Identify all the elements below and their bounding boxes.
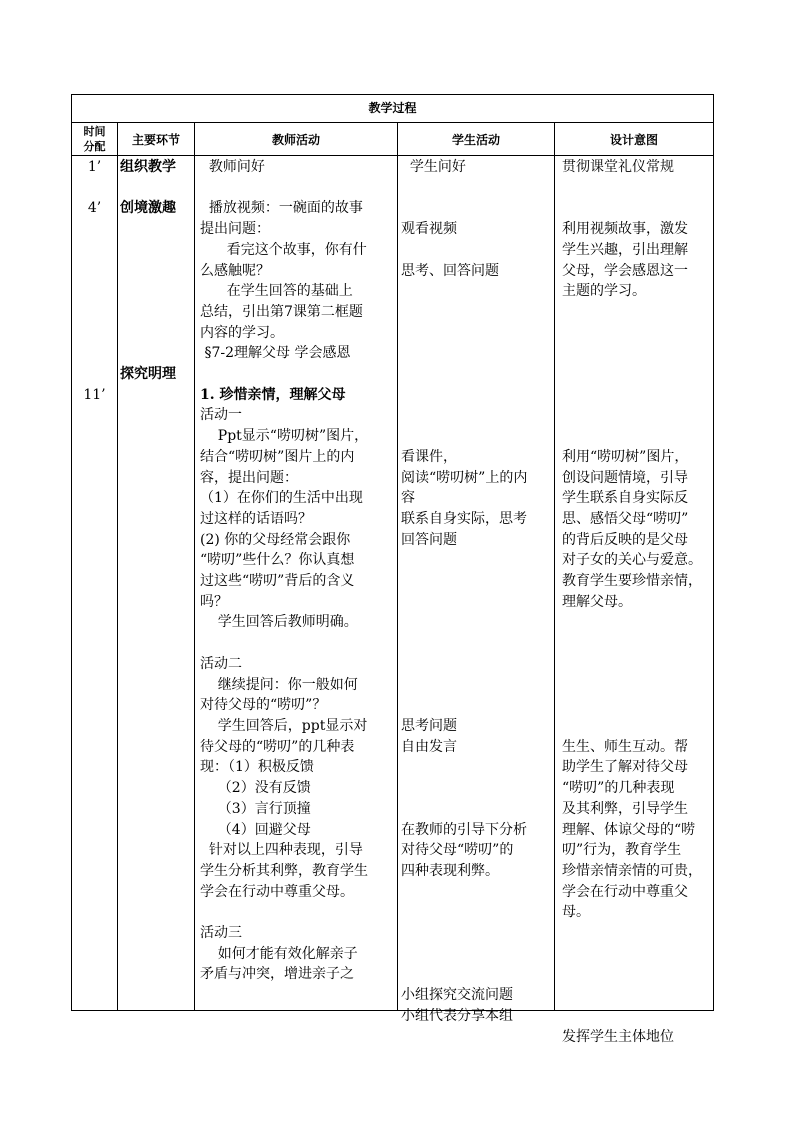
stage-name: 创境激趣 <box>120 200 176 217</box>
design-intent-line: 主题的学习。 <box>562 283 646 300</box>
teacher-activity-line: 学生回答后教师明确。 <box>200 614 358 631</box>
header-stage: 主要环节 <box>118 123 194 156</box>
design-intent-line <box>562 695 712 716</box>
design-intent-line: 学会在行动中尊重父 <box>562 883 688 900</box>
teacher-activity-line: (2) 你的父母经常会跟你 <box>200 531 351 548</box>
student-activity-line <box>401 240 553 261</box>
teacher-activity-line: 看完这个故事，你有什 <box>200 241 367 258</box>
teacher-activity-line: 吗？ <box>200 593 228 610</box>
teacher-activity-line: 如何才能有效化解亲子 <box>200 945 358 962</box>
design-intent-line: 珍惜亲情亲情的可贵， <box>562 862 702 879</box>
design-intent-line: 父母，学会感恩这一 <box>562 262 688 279</box>
design-intent-line <box>562 178 712 199</box>
design-intent-line: 对子女的关心与爱意。 <box>562 552 702 569</box>
student-activity-line <box>401 405 553 426</box>
student-activity-line: 自由发言 <box>401 738 457 755</box>
student-activity-line <box>401 178 553 199</box>
student-activity-line <box>401 799 553 820</box>
student-activity-line <box>401 633 553 654</box>
student-activity-line <box>401 592 553 613</box>
header-time-line-2: 分配 <box>83 140 106 153</box>
student-activity-line <box>401 902 553 923</box>
stage-name: 探究明理 <box>120 366 176 382</box>
design-intent-line: 利用视频故事，激发 <box>562 221 688 238</box>
design-intent-line <box>562 198 712 219</box>
design-intent-column <box>562 157 712 1047</box>
student-activity-line <box>401 385 553 406</box>
teacher-activity-line: 学会在行动中尊重父母。 <box>200 883 354 900</box>
time-allocation: 1’ <box>87 159 102 175</box>
design-intent-line: 学生兴趣，引出理解 <box>562 241 688 258</box>
student-activity-line <box>401 944 553 965</box>
student-activity-line <box>401 757 553 778</box>
design-intent-line: 利用“唠叨树”图片， <box>562 448 689 465</box>
student-activity-line <box>401 281 553 302</box>
student-activity-line: 对待父母“唠叨”的 <box>401 842 514 859</box>
design-intent-line: 理解、体谅父母的“唠 <box>562 821 696 838</box>
design-intent-line <box>562 323 712 344</box>
teacher-activity-line: Ppt显示“唠叨树”图片， <box>200 428 369 445</box>
teacher-activity-line: 活动二 <box>200 655 242 672</box>
design-intent-line <box>562 426 712 447</box>
teacher-activity-line: 现：（1）积极反馈 <box>200 759 314 776</box>
header-time-line-1: 时间 <box>83 125 106 138</box>
student-activity-line <box>401 198 553 219</box>
student-activity-line: 容 <box>401 490 415 507</box>
student-activity-line <box>401 654 553 675</box>
teacher-activity-line: 学生分析其利弊，教育学生 <box>200 862 368 879</box>
teacher-activity-line: 结合“唠叨树”图片上的内 <box>200 448 355 465</box>
student-activity-line: 联系自身实际，思考 <box>401 510 527 527</box>
design-intent-line <box>562 364 712 385</box>
design-intent-line: “唠叨”的几种表现 <box>562 780 675 797</box>
student-activity-line: 阅读“唠叨树”上的内 <box>401 469 528 486</box>
teacher-activity-line: （1）在你们的生活中出现 <box>200 490 363 507</box>
design-intent-line: 叨”行为，教育学生 <box>562 842 682 859</box>
student-activity-line: 思考、回答问题 <box>401 262 499 279</box>
teacher-activity-line <box>200 364 396 385</box>
column-divider <box>554 123 555 1011</box>
teacher-activity-line: 对待父母的“唠叨”？ <box>200 697 327 714</box>
student-activity-line: 四种表现利弊。 <box>401 862 499 879</box>
teacher-activity-line: 过这样的话语吗？ <box>200 510 312 527</box>
student-activity-line <box>401 302 553 323</box>
student-activity-line: 思考问题 <box>401 717 457 734</box>
teacher-activity-line: 教师问好 <box>200 159 265 175</box>
design-intent-line: 及其利弊，引导学生 <box>562 800 688 817</box>
teacher-activity-line <box>200 178 396 199</box>
design-intent-line: 助学生了解对待父母 <box>562 759 688 776</box>
design-intent-line: 贯彻课堂礼仪常规 <box>562 159 674 175</box>
design-intent-line: 创设问题情境，引导 <box>562 469 688 486</box>
teacher-activity-line: 针对以上四种表现，引导 <box>200 842 363 859</box>
teacher-activity-line: 过这些“唠叨”背后的含义 <box>200 573 355 590</box>
student-activity-line <box>401 675 553 696</box>
design-intent-line: 母。 <box>562 904 590 921</box>
student-activity-line <box>401 571 553 592</box>
teacher-activity-line: 矛盾与冲突，增进亲子之 <box>200 966 354 983</box>
column-divider <box>397 123 398 1011</box>
design-intent-line <box>562 923 712 944</box>
design-intent-line <box>562 675 712 696</box>
student-activity-line <box>401 695 553 716</box>
student-activity-line <box>401 882 553 903</box>
stage-name: 组织教学 <box>120 159 176 175</box>
design-intent-line <box>562 612 712 633</box>
design-intent-line <box>562 405 712 426</box>
design-intent-line: 发挥学生主体地位 <box>562 1028 674 1045</box>
design-intent-line <box>562 302 712 323</box>
teacher-activity-line: 提出问题： <box>200 221 270 238</box>
header-intent: 设计意图 <box>555 123 713 156</box>
student-activity-line: 小组代表分享本组 <box>401 1007 513 1024</box>
column-divider <box>194 123 195 1011</box>
column-divider <box>117 123 118 1011</box>
student-activity-line: 学生问好 <box>401 159 466 175</box>
teacher-activity-line <box>200 633 396 654</box>
teacher-activity-line: 播放视频：一碗面的故事 <box>200 200 363 217</box>
teacher-activity-line: “唠叨”些什么？你认真想 <box>200 552 355 569</box>
student-activity-line <box>401 364 553 385</box>
teacher-activity-line: §7-2理解父母 学会感恩 <box>200 345 351 362</box>
student-activity-line: 回答问题 <box>401 531 457 548</box>
design-intent-line: 的背后反映的是父母 <box>562 531 688 548</box>
design-intent-line <box>562 944 712 965</box>
header-time <box>72 123 117 156</box>
header-student: 学生活动 <box>398 123 554 156</box>
teacher-activity-line: 在学生回答的基础上 <box>200 283 353 300</box>
teacher-activity-line: 么感触呢？ <box>200 262 270 279</box>
design-intent-line <box>562 964 712 985</box>
design-intent-line <box>562 716 712 737</box>
student-activity-column <box>401 157 553 1027</box>
teacher-activity-line: 活动三 <box>200 925 242 942</box>
student-activity-line <box>401 923 553 944</box>
student-activity-line: 小组探究交流问题 <box>401 987 513 1004</box>
student-activity-line <box>401 426 553 447</box>
student-activity-line <box>401 612 553 633</box>
teacher-activity-line: 待父母的“唠叨”的几种表 <box>200 738 355 755</box>
design-intent-line <box>562 343 712 364</box>
student-activity-line <box>401 323 553 344</box>
design-intent-line: 学生联系自身实际反 <box>562 490 688 507</box>
design-intent-line: 教育学生要珍惜亲情， <box>562 573 702 590</box>
teacher-activity-column <box>200 157 396 985</box>
student-activity-line <box>401 964 553 985</box>
student-activity-line <box>401 550 553 571</box>
design-intent-line: 思、感悟父母“唠叨” <box>562 510 689 527</box>
student-activity-line: 看课件， <box>401 448 457 465</box>
design-intent-line: 生生、师生互动。帮 <box>562 738 688 755</box>
teacher-activity-line: 容，提出问题： <box>200 469 298 486</box>
design-intent-line <box>562 1006 712 1027</box>
design-intent-line <box>562 985 712 1006</box>
lesson-process-table <box>71 94 714 1045</box>
teacher-activity-line: 总结，引出第7课第二框题 <box>200 303 363 320</box>
header-teacher: 教师活动 <box>195 123 397 156</box>
student-activity-line: 观看视频 <box>401 221 457 238</box>
time-allocation: 11’ <box>83 386 106 403</box>
design-intent-line <box>562 633 712 654</box>
teacher-activity-line: 学生回答后，ppt显示对 <box>200 717 368 734</box>
design-intent-line <box>562 654 712 675</box>
table-title: 教学过程 <box>72 95 713 123</box>
teacher-activity-line: （3）言行顶撞 <box>200 800 311 817</box>
teacher-activity-line: 内容的学习。 <box>200 324 284 341</box>
design-intent-line: 理解父母。 <box>562 593 632 610</box>
teacher-activity-line <box>200 902 396 923</box>
time-allocation: 4’ <box>87 200 102 217</box>
teacher-activity-line: （2）没有反馈 <box>200 780 311 797</box>
student-activity-line: 在教师的引导下分析 <box>401 821 527 838</box>
teacher-activity-line: 1. 珍惜亲情，理解父母 <box>200 386 346 403</box>
student-activity-line <box>401 778 553 799</box>
design-intent-line <box>562 385 712 406</box>
teacher-activity-line: （4）回避父母 <box>200 821 311 838</box>
teacher-activity-line: 活动一 <box>200 407 242 424</box>
student-activity-line <box>401 343 553 364</box>
teacher-activity-line: 继续提问：你一般如何 <box>200 676 358 693</box>
